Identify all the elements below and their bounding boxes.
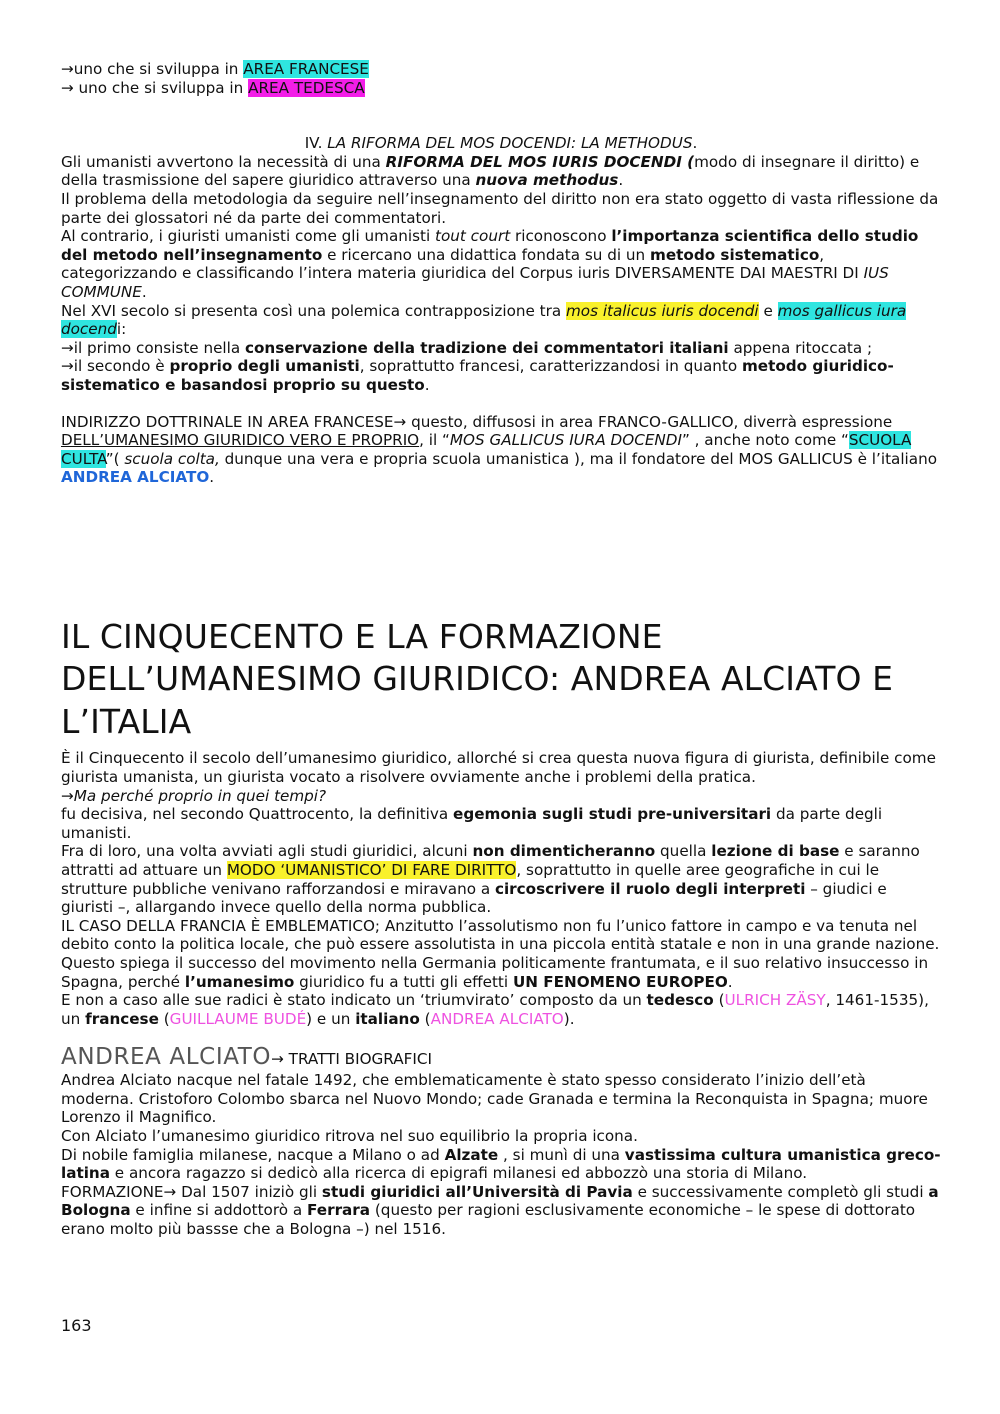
alciato-heading: ANDREA ALCIATO→ TRATTI BIOGRAFICI [61,1044,432,1071]
highlight-mos-italicus: mos italicus iuris docendi [566,301,759,320]
paragraph-indirizzo-dottrinale: INDIRIZZO DOTTRINALE IN AREA FRANCESE→ questo, diffusosi in area FRANCO-GALLICO, diverrà espressione DELL’UMANESIMO GIURIDICO VERO E PROPRIO, il “MOS GALLICUS IURA DOCENDI” , anche noto come “SCUOLA CULTA”( scuola colta, dunque una vera e propria scuola umanistica ), ma il fondatore del MOS GALLICUS è l’italiano ANDREA ALCIATO. [61,412,937,487]
paragraph-modo-umanistico: Fra di loro, una volta avviati agli studi giuridici, alcuni non dimenticheranno quella lezione di base e saranno attratti ad attuare un MODO ‘UMANISTICO’ DI FARE DIRITTO, soprattutto in quelle aree geografiche in cui le strutture pubbliche venivano rafforzandosi e miravano a circoscrivere il ruolo degli interpreti – giudici e giuristi –, allargando invece quello della norma pubblica. [61,842,920,917]
paragraph-question: →Ma perché proprio in quei tempi? [61,786,327,805]
paragraph-giuristi-umanisti: Al contrario, i giuristi umanisti come gli umanisti tout court riconoscono l’importanza scientifica dello studio del metodo nell’insegnamento e ricercano una didattica fondata su di un metodo sistematico, categorizzando e classificando l’intera materia giuridica del Corpus iuris DIVERSAMENTE DAI MAESTRI DI IUS COMMUNE. [61,227,919,301]
andrea-alciato-name: ANDREA ALCIATO [61,468,210,487]
paragraph-nascita: Andrea Alciato nacque nel fatale 1492, che emblematicamente è stato spesso considerato l’inizio dell’età moderna. Cristoforo Colombo sbarca nel Nuovo Mondo; cade Granada e termina la Reconquista in Spagna; muore Lorenzo il Magnifico. [61,1071,928,1127]
highlight-mos-gallicus: mos gallicus iura docend [61,301,907,339]
chapter-title: IL CINQUECENTO E LA FORMAZIONE DELL’UMANESIMO GIURIDICO: ANDREA ALCIATO E L’ITALIA [61,616,894,741]
paragraph-riforma: Gli umanisti avvertono la necessità di una RIFORMA DEL MOS IURIS DOCENDI (modo di insegnare il diritto) e della trasmissione del sapere giuridico attraverso una nuova methodus. [61,152,920,190]
highlight-area-francese: AREA FRANCESE [243,60,369,78]
name-andrea-alciato: ANDREA ALCIATO [430,1009,564,1028]
paragraph-secondo: →il secondo è proprio degli umanisti, soprattutto francesi, caratterizzandosi in quanto metodo giuridico-sistematico e basandosi proprio su questo. [61,357,894,394]
paragraph-francia: IL CASO DELLA FRANCIA È EMBLEMATICO; Anzitutto l’assolutismo non fu l’unico fattore in campo e va tenuta nel debito conto la politica locale, che può essere assolutista in una piccola entità statale e non in una grande nazione. Questo spiega il successo del movimento nella Germania politicamente frantumata, e il suo relativo insuccesso in Spagna, perché l’umanesimo giuridico fu a tutti gli effetti UN FENOMENO EUROPEO. [61,916,940,991]
paragraph-problema: Il problema della metodologia da seguire nell’insegnamento del diritto non era stato oggetto di vasta riflessione da parte dei glossatori né da parte dei commentatori. [61,189,939,227]
area-francese-line: →uno che si sviluppa in AREA FRANCESE [61,60,369,78]
name-ulrich-zasy: ULRICH ZÄSY [724,991,826,1010]
area-tedesca-line: → uno che si sviluppa in AREA TEDESCA [61,78,365,97]
document-page [61,60,941,1239]
paragraph-xvi-secolo: Nel XVI secolo si presenta così una polemica contrapposizione tra mos italicus iuris docendi e mos gallicus iura docendi: [61,301,907,339]
highlight-modo-umanistico: MODO ‘UMANISTICO’ DI FARE DIRITTO [226,860,517,879]
paragraph-primo: →il primo consiste nella conservazione della tradizione dei commentatori italiani appena ritoccata ; [61,338,873,357]
name-guillaume-bude: GUILLAUME BUDÉ [169,1009,307,1028]
paragraph-icona: Con Alciato l’umanesimo giuridico ritrova nel suo equilibrio la propria icona. [61,1127,638,1146]
page-number: 163 [61,1316,92,1335]
paragraph-formazione: FORMAZIONE→ Dal 1507 iniziò gli studi giuridici all’Università di Pavia e successivamente completò gli studi a Bologna e infine si addottorò a Ferrara (questo per ragioni esclusivamente economiche – le spese di dottorato erano molto più bassse che a Bologna –) nel 1516. [61,1182,939,1239]
paragraph-famiglia: Di nobile famiglia milanese, nacque a Milano o ad Alzate , si munì di una vastissima cultura umanistica greco-latina e ancora ragazzo si dedicò alla ricerca di epigrafi milanesi ed abbozzò una storia di Milano. [61,1145,941,1183]
paragraph-egemonia: fu decisiva, nel secondo Quattrocento, la definitiva egemonia sugli studi pre-universitari da parte degli umanisti. [61,805,883,842]
highlight-scuola-culta: SCUOLA CULTA [61,431,912,468]
paragraph-cinquecento: È il Cinquecento il secolo dell’umanesimo giuridico, allorché si crea questa nuova figura di giurista, definibile come giurista umanista, un giurista vocato a risolvere ovviamente anche i problemi della pratica. [61,749,936,786]
paragraph-triumvirato: E non a caso alle sue radici è stato indicato un ‘triumvirato’ composto da un tedesco (ULRICH ZÄSY, 1461-1535), un francese (GUILLAUME BUDÉ) e un italiano (ANDREA ALCIATO). [61,991,929,1028]
highlight-area-tedesca: AREA TEDESCA [248,78,365,97]
section-heading: IV. LA RIFORMA DEL MOS DOCENDI: LA METHODUS. [304,134,698,153]
